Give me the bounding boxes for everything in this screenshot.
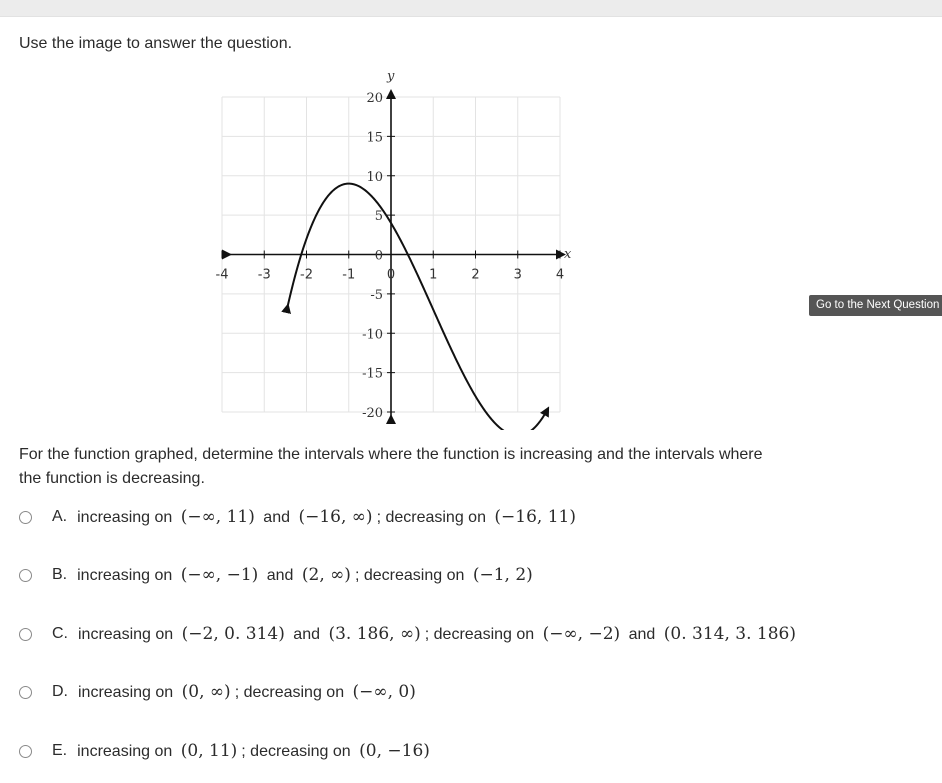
option-c-interval-2: (3. 186, ∞): [328, 624, 421, 644]
y-tick-label: -10: [362, 327, 383, 343]
option-b[interactable]: [19, 561, 537, 589]
y-tick-label: -20: [362, 406, 383, 421]
option-letter: B.: [52, 566, 68, 583]
option-a-interval-3: (−16, 11): [494, 507, 577, 527]
option-e-text-2: ; decreasing on: [241, 743, 356, 760]
x-tick-label: -4: [215, 267, 229, 283]
option-letter: E.: [52, 742, 68, 759]
option-a-text-2: and: [258, 509, 295, 526]
option-b-interval-3: (−1, 2): [472, 565, 533, 585]
radio-c[interactable]: [19, 628, 32, 641]
option-b-text-1: increasing on: [77, 567, 177, 584]
option-c-interval-1: (−2, 0. 314): [181, 624, 285, 644]
y-tick-label: 0: [374, 248, 383, 264]
question-text: For the function graphed, determine the intervals where the function is increasing and the intervals where the function is decreasing.: [19, 446, 763, 487]
y-tick-label: 15: [366, 130, 383, 146]
option-c[interactable]: [19, 620, 800, 648]
x-tick-label: 3: [513, 267, 522, 283]
option-d-interval-1: (0, ∞): [181, 682, 231, 702]
x-tick-label: -3: [257, 267, 271, 283]
option-c-text-4: and: [624, 626, 660, 643]
option-letter: C.: [52, 625, 68, 642]
option-c-interval-4: (0. 314, 3. 186): [663, 624, 796, 644]
x-axis-label: x: [564, 247, 572, 262]
option-c-text-2: and: [288, 626, 325, 643]
function-curve: [288, 184, 548, 430]
y-tick-label: 20: [366, 91, 383, 106]
tick-labels: [216, 91, 565, 421]
option-c-text-1: increasing on: [78, 626, 178, 643]
radio-b[interactable]: [19, 569, 32, 582]
option-c-interval-3: (−∞, −2): [542, 624, 621, 644]
x-tick-label: -1: [342, 267, 356, 283]
option-letter: A.: [52, 508, 68, 525]
function-graph: [200, 60, 600, 430]
next-question-button[interactable]: Go to the Next Question: [809, 295, 942, 316]
option-b-interval-1: (−∞, −1): [180, 565, 259, 585]
option-letter: D.: [52, 683, 68, 700]
y-tick-label: 10: [366, 169, 383, 185]
option-a-interval-2: (−16, ∞): [298, 507, 373, 527]
option-d-text-2: ; decreasing on: [234, 684, 349, 701]
option-a-text-1: increasing on: [77, 509, 177, 526]
instruction-text: Use the image to answer the question.: [19, 35, 293, 52]
option-e[interactable]: [19, 737, 434, 765]
option-e-text-1: increasing on: [77, 743, 177, 760]
y-axis-label: y: [387, 69, 395, 84]
radio-d[interactable]: [19, 686, 32, 699]
y-tick-label: -5: [370, 287, 383, 303]
option-c-text-3: ; decreasing on: [424, 626, 539, 643]
axes: [230, 91, 564, 416]
option-b-text-2: and: [262, 567, 298, 584]
option-a-text-3: ; decreasing on: [376, 509, 491, 526]
option-e-interval-1: (0, 11): [180, 741, 238, 761]
radio-a[interactable]: [19, 511, 32, 524]
option-d[interactable]: [19, 678, 420, 706]
x-tick-label: -2: [300, 267, 313, 283]
top-bar: [0, 0, 942, 17]
y-tick-label: 5: [374, 209, 383, 225]
option-d-text-1: increasing on: [78, 684, 178, 701]
option-b-interval-2: (2, ∞): [301, 565, 351, 585]
x-tick-label: 0: [386, 267, 396, 283]
option-a[interactable]: [19, 503, 580, 531]
option-d-interval-2: (−∞, 0): [352, 682, 416, 702]
x-tick-label: 1: [429, 267, 438, 283]
y-tick-label: -15: [362, 366, 383, 382]
radio-e[interactable]: [19, 745, 32, 758]
option-b-text-3: ; decreasing on: [354, 567, 469, 584]
option-e-interval-2: (0, −16): [359, 741, 430, 761]
x-tick-label: 4: [555, 267, 565, 283]
option-a-interval-1: (−∞, 11): [180, 507, 255, 527]
x-tick-label: 2: [471, 267, 480, 283]
